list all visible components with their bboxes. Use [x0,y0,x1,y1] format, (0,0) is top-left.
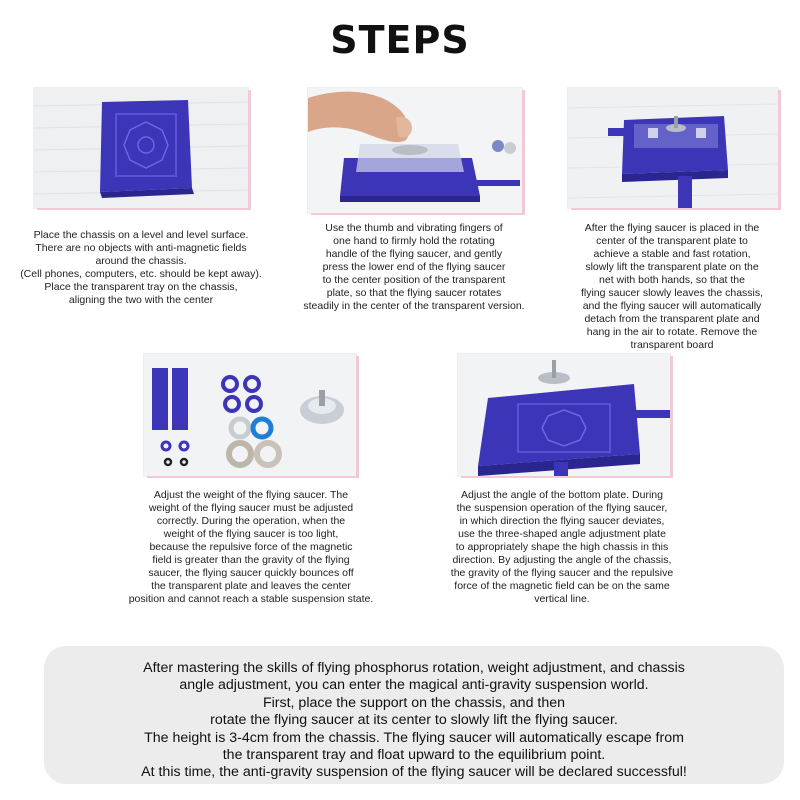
step-3-line: achieve a stable and fast rotation, [593,248,751,260]
step-4-line: because the repulsive force of the magnetic [149,541,353,553]
step-2-line: press the lower end of the flying saucer [322,261,506,273]
summary-line: At this time, the anti-gravity suspension of the flying saucer will be declared successful! [141,764,687,781]
step-2-image [308,88,522,213]
step-4-caption [112,489,390,606]
step-4-line: weight of the flying saucer is too light, [163,528,339,540]
page-title: STEPS [330,18,470,62]
step-5-caption [432,489,692,606]
step-3-line: center of the transparent plate to [596,235,748,247]
step-1-line: There are no objects with anti-magnetic fields [35,242,247,254]
step-1-line: Place the chassis on a level and level surface. [33,229,249,241]
step-4-line: correctly. During the operation, when the [156,515,346,527]
step-2-line: plate, so that the flying saucer rotates [326,287,502,299]
step-5-line: force of the magnetic field can be on the same [454,580,670,592]
step-5-line: the suspension operation of the flying saucer, [456,502,668,514]
step-4-image [144,354,356,476]
step-2-line: Use the thumb and vibrating fingers of [325,222,503,234]
step-3-line: transparent board [630,339,714,351]
step-4-line: Adjust the weight of the flying saucer. The [153,489,349,501]
step-4-line: weight of the flying saucer must be adjusted [148,502,354,514]
step-4-line: position and cannot reach a stable suspension state. [128,593,374,605]
step-5-line: vertical line. [534,593,590,605]
step-5-line: the gravity of the flying saucer and the repulsive [450,567,674,579]
step-4-line: the transparent plate and leaves the center [151,580,351,592]
step-5-line: direction. By adjusting the angle of the chassis, [452,554,672,566]
step-3-caption [556,222,788,352]
levitating-saucer-photo [458,354,670,476]
step-1-line: around the chassis. [95,255,187,267]
summary-box [44,646,784,784]
step-5-line: use the three-shaped angle adjustment plate [458,528,666,540]
step-5-line: Adjust the angle of the bottom plate. During [461,489,663,501]
step-5-image [458,354,670,476]
step-1-caption [12,229,270,307]
step-5-line: in which direction the flying saucer deviates, [459,515,665,527]
step-2-line: to the center position of the transparent [322,274,506,286]
chassis-photo [34,88,248,208]
summary-line: rotate the flying saucer at its center to slowly lift the flying saucer. [210,712,618,729]
step-4-line: field is greater than the gravity of the flying [152,554,350,566]
step-3-line: After the flying saucer is placed in the [584,222,760,234]
weights-photo [144,354,356,476]
step-2-line: one hand to firmly hold the rotating [333,235,495,247]
summary-line: First, place the support on the chassis, and then [262,694,566,711]
step-4-line: saucer, the flying saucer quickly bounces off [148,567,354,579]
summary-line: After mastering the skills of flying phosphorus rotation, weight adjustment, and chassis [143,660,685,676]
summary-line: angle adjustment, you can enter the magical anti-gravity suspension world. [179,677,649,694]
step-2-caption [284,222,544,313]
hand-spinning-photo [308,88,522,213]
step-3-line: slowly lift the transparent plate on the [585,261,759,273]
step-3-line: net with both hands, so that the [599,274,745,286]
step-1-line: aligning the two with the center [68,294,214,306]
summary-line: the transparent tray and float upward to the equilibrium point. [222,747,606,764]
step-1-image [34,88,248,208]
step-2-line: steadily in the center of the transparent version. [303,300,525,312]
step-3-line: hang in the air to rotate. Remove the [586,326,758,338]
saucer-on-plate-photo [568,88,778,208]
step-5-line: to appropriately shape the high chassis in this [455,541,669,553]
step-3-line: and the flying saucer will automatically [582,300,762,312]
step-1-line: Place the transparent tray on the chassis, [44,281,238,293]
step-1-line: (Cell phones, computers, etc. should be kept away). [20,268,262,280]
step-2-line: handle of the flying saucer, and gently [325,248,503,260]
step-3-image [568,88,778,208]
summary-line: The height is 3-4cm from the chassis. The flying saucer will automatically escape from [144,729,684,746]
step-3-line: detach from the transparent plate and [584,313,760,325]
step-3-line: flying saucer slowly leaves the chassis, [580,287,764,299]
